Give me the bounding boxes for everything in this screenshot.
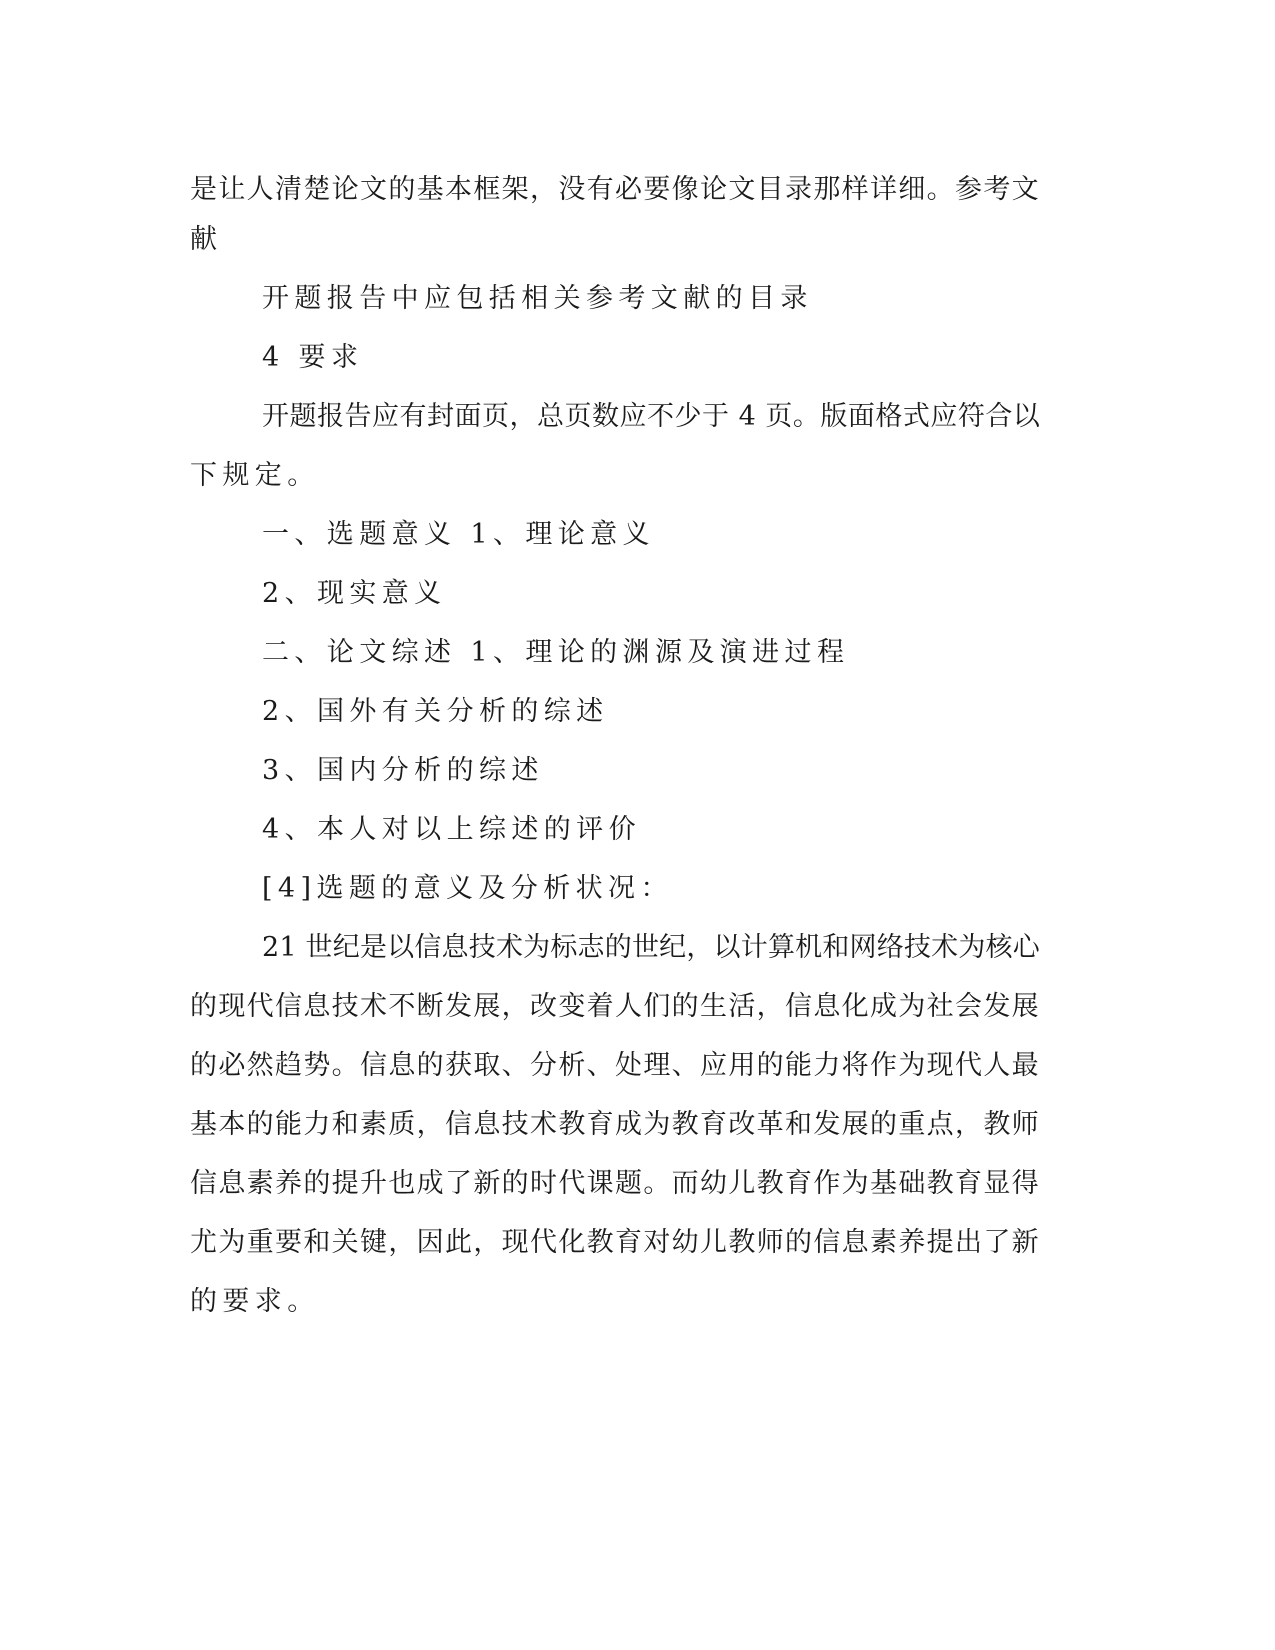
text-line-6: 下规定。 — [190, 460, 320, 491]
paragraph-line-7: 的要求。 — [190, 1286, 320, 1317]
text-line-5: 开题报告应有封面页，总页数应不少于 4 页。版面格式应符合以 — [262, 401, 1041, 432]
text-line-1: 是让人清楚论文的基本框架，没有必要像论文目录那样详细。参考文 — [190, 174, 1040, 205]
subsection-heading: [4]选题的意义及分析状况： — [262, 873, 673, 904]
text-line-2: 献 — [190, 224, 223, 255]
paragraph-line-4: 基本的能力和素质，信息技术教育成为教育改革和发展的重点，教师 — [190, 1109, 1040, 1140]
section-heading: 4 要求 — [262, 342, 364, 373]
text-line-3: 开题报告中应包括相关参考文献的目录 — [262, 283, 813, 314]
outline-item-6: 4、本人对以上综述的评价 — [262, 814, 641, 845]
paragraph-line-2: 的现代信息技术不断发展，改变着人们的生活，信息化成为社会发展 — [190, 991, 1040, 1022]
outline-item-4: 2、国外有关分析的综述 — [262, 696, 609, 727]
paragraph-line-3: 的必然趋势。信息的获取、分析、处理、应用的能力将作为现代人最 — [190, 1050, 1040, 1081]
outline-item-5: 3、国内分析的综述 — [262, 755, 544, 786]
paragraph-line-5: 信息素养的提升也成了新的时代课题。而幼儿教育作为基础教育显得 — [190, 1168, 1040, 1199]
outline-item-3: 二、论文综述 1、理论的渊源及演进过程 — [262, 637, 850, 668]
outline-item-1: 一、选题意义 1、理论意义 — [262, 519, 655, 550]
outline-item-2: 2、现实意义 — [262, 578, 447, 609]
paragraph-line-6: 尤为重要和关键，因此，现代化教育对幼儿教师的信息素养提出了新 — [190, 1227, 1040, 1258]
paragraph-line-1: 21 世纪是以信息技术为标志的世纪，以计算机和网络技术为核心 — [262, 932, 1040, 963]
